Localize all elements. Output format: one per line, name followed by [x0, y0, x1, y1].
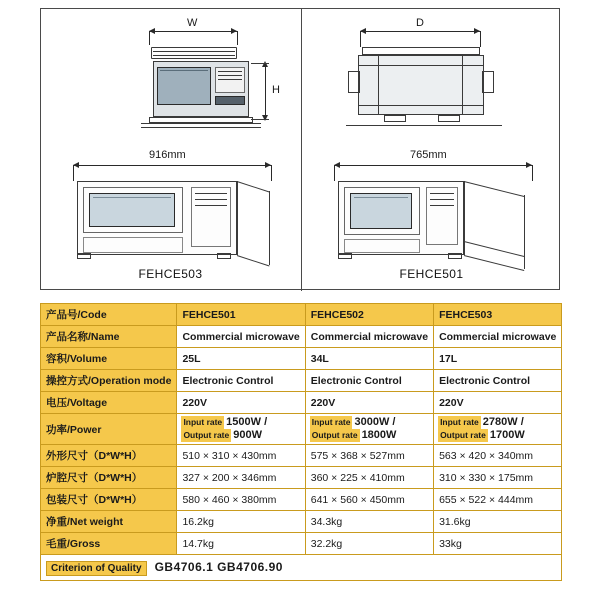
table-row — [41, 467, 562, 489]
unit-ground-line — [141, 123, 261, 124]
row-label: 包装尺寸（D*W*H） — [41, 489, 177, 511]
bl-foot-left — [77, 253, 91, 259]
power-output-line — [181, 429, 300, 442]
bl-persp-right — [269, 191, 270, 265]
cell-value: 33kg — [434, 533, 562, 555]
br-panel-line-2 — [430, 199, 454, 200]
unit-top-detail-1 — [153, 51, 235, 52]
table-row — [41, 392, 562, 414]
cell-value: FEHCE502 — [305, 304, 433, 326]
output-rate-tag: Output rate — [183, 430, 230, 440]
power-output-line — [438, 429, 557, 442]
table-row — [41, 348, 562, 370]
br-dim-tick-left — [334, 165, 335, 181]
cell-value: Electronic Control — [177, 370, 305, 392]
bl-dim-tick-left — [73, 165, 74, 181]
br-control-panel — [426, 187, 458, 245]
h-dim-arrow-down — [262, 115, 268, 121]
unit-window-detail — [160, 70, 208, 71]
d-dim-tick-right — [480, 31, 481, 47]
bl-dim-line — [73, 165, 271, 166]
w-dim-tick-right — [237, 31, 238, 45]
h-dim-tick-bottom — [251, 119, 269, 120]
criterion-row — [41, 555, 562, 581]
output-rate-tag: Output rate — [311, 430, 358, 440]
br-persp-edge — [464, 181, 465, 255]
power-output-line — [310, 429, 429, 442]
cell-value: 310 × 330 × 175mm — [434, 467, 562, 489]
cell-value: 25L — [177, 348, 305, 370]
input-rate-value: 3000W / — [354, 416, 396, 428]
br-dim-tick-right — [532, 165, 533, 181]
cell-value — [434, 414, 562, 445]
side-line-3 — [378, 55, 379, 115]
side-line-1 — [358, 65, 484, 66]
bl-panel-line-3 — [195, 205, 227, 206]
table-row — [41, 414, 562, 445]
criterion-cell — [41, 555, 562, 581]
bl-base-panel — [83, 237, 183, 253]
bl-window-detail — [93, 197, 171, 198]
bl-persp-bottom — [237, 255, 270, 266]
row-label: 产品名称/Name — [41, 326, 177, 348]
table-row — [41, 489, 562, 511]
row-label: 电压/Voltage — [41, 392, 177, 414]
caption-bottom-left: FEHCE503 — [138, 267, 203, 281]
row-label: 净重/Net weight — [41, 511, 177, 533]
input-rate-tag: Input rate — [183, 417, 223, 427]
side-line-2 — [358, 105, 484, 106]
br-door-window — [350, 193, 412, 229]
side-line-4 — [462, 55, 463, 115]
criterion-of-quality-value: GB4706.1 GB4706.90 — [154, 559, 283, 574]
drawing-top-right — [302, 9, 561, 141]
side-handle-left — [348, 71, 360, 93]
depth-label: D — [416, 17, 424, 29]
bl-control-panel — [191, 187, 231, 247]
cell-value: 575 × 368 × 527mm — [305, 445, 433, 467]
br-panel-line-1 — [430, 193, 454, 194]
bl-foot-right — [217, 253, 231, 259]
cell-value: 220V — [434, 392, 562, 414]
caption-bottom-right: FEHCE501 — [399, 267, 464, 281]
cell-value: 327 × 200 × 346mm — [177, 467, 305, 489]
cell-value: 32.2kg — [305, 533, 433, 555]
table-row — [41, 511, 562, 533]
row-label: 操控方式/Operation mode — [41, 370, 177, 392]
h-dim-arrow-up — [262, 61, 268, 67]
side-handle-right — [482, 71, 494, 93]
table-row — [41, 326, 562, 348]
cell-value: 34.3kg — [305, 511, 433, 533]
width-label: W — [187, 17, 198, 29]
bl-persp-top — [237, 181, 270, 192]
power-input-line — [438, 416, 557, 429]
br-window-detail — [354, 197, 408, 198]
side-ground-line — [346, 125, 502, 126]
drawing-bottom-right — [302, 141, 561, 291]
bl-door-window — [89, 193, 175, 227]
criterion-of-quality-tag: Criterion of Quality — [46, 561, 147, 576]
cell-value: Commercial microwave — [434, 326, 562, 348]
input-rate-value: 1500W / — [226, 416, 268, 428]
row-label: 容积/Volume — [41, 348, 177, 370]
table-row — [41, 304, 562, 326]
drawing-bottom-left — [41, 141, 300, 291]
side-body — [358, 55, 484, 115]
unit-ground-line-2 — [141, 127, 261, 128]
unit-panel-line-1 — [218, 71, 242, 72]
row-label: 外形尺寸（D*W*H） — [41, 445, 177, 467]
h-dim-tick-top — [251, 63, 269, 64]
cell-value: FEHCE501 — [177, 304, 305, 326]
table-row — [41, 533, 562, 555]
bl-persp-edge — [237, 181, 238, 255]
cell-value — [177, 414, 305, 445]
cell-value: 360 × 225 × 410mm — [305, 467, 433, 489]
input-rate-value: 2780W / — [482, 416, 524, 428]
d-dim-line — [360, 31, 480, 32]
output-rate-value: 1800W — [361, 429, 397, 441]
input-rate-tag: Input rate — [440, 417, 479, 427]
unit-top-detail-2 — [153, 55, 235, 56]
output-rate-tag: Output rate — [440, 430, 486, 440]
cell-value: Electronic Control — [305, 370, 433, 392]
bl-panel-line-2 — [195, 199, 227, 200]
cell-value: 220V — [177, 392, 305, 414]
cell-value: 563 × 420 × 340mm — [434, 445, 562, 467]
br-persp-top — [464, 181, 524, 197]
cell-value: 220V — [305, 392, 433, 414]
power-input-line — [181, 416, 300, 429]
row-label: 炉腔尺寸（D*W*H） — [41, 467, 177, 489]
side-foot-right — [438, 115, 460, 122]
cell-value: 34L — [305, 348, 433, 370]
cell-value: 14.7kg — [177, 533, 305, 555]
cell-value: 655 × 522 × 444mm — [434, 489, 562, 511]
unit-display — [215, 96, 245, 105]
cell-value: 31.6kg — [434, 511, 562, 533]
bl-dimension-label: 916mm — [149, 149, 186, 161]
br-panel-line-3 — [430, 205, 454, 206]
cell-value: 16.2kg — [177, 511, 305, 533]
br-persp-right — [524, 195, 525, 269]
cell-value: Commercial microwave — [305, 326, 433, 348]
w-dim-line — [149, 31, 237, 32]
cell-value — [305, 414, 433, 445]
br-dim-line — [334, 165, 532, 166]
cell-value: 17L — [434, 348, 562, 370]
row-label: 毛重/Gross — [41, 533, 177, 555]
br-foot-right — [448, 253, 462, 259]
cell-value: 510 × 310 × 430mm — [177, 445, 305, 467]
br-dimension-label: 765mm — [410, 149, 447, 161]
bl-panel-line-1 — [195, 193, 227, 194]
cell-value: Commercial microwave — [177, 326, 305, 348]
power-input-line — [310, 416, 429, 429]
unit-panel-line-3 — [218, 79, 242, 80]
row-label: 功率/Power — [41, 414, 177, 445]
cell-value: 641 × 560 × 450mm — [305, 489, 433, 511]
unit-panel-line-2 — [218, 75, 242, 76]
unit-top-outline — [151, 47, 237, 59]
side-top-cap — [362, 47, 480, 55]
drawing-top-left — [41, 9, 300, 141]
cell-value: 580 × 460 × 380mm — [177, 489, 305, 511]
cell-value: Electronic Control — [434, 370, 562, 392]
br-foot-left — [338, 253, 352, 259]
output-rate-value: 1700W — [489, 429, 525, 441]
specification-table — [40, 303, 562, 581]
table-row — [41, 445, 562, 467]
row-label: 产品号/Code — [41, 304, 177, 326]
cell-value: FEHCE503 — [434, 304, 562, 326]
w-dim-tick-left — [149, 31, 150, 45]
br-persp-mid — [464, 241, 524, 257]
unit-door-window — [157, 67, 211, 105]
bl-dim-tick-right — [271, 165, 272, 181]
output-rate-value: 900W — [233, 429, 262, 441]
side-foot-left — [384, 115, 406, 122]
br-base-panel — [344, 239, 420, 253]
height-label: H — [272, 84, 280, 96]
technical-drawing-panel — [40, 8, 560, 290]
d-dim-tick-left — [360, 31, 361, 47]
table-row — [41, 370, 562, 392]
h-dim-line — [265, 63, 266, 119]
input-rate-tag: Input rate — [311, 417, 351, 427]
